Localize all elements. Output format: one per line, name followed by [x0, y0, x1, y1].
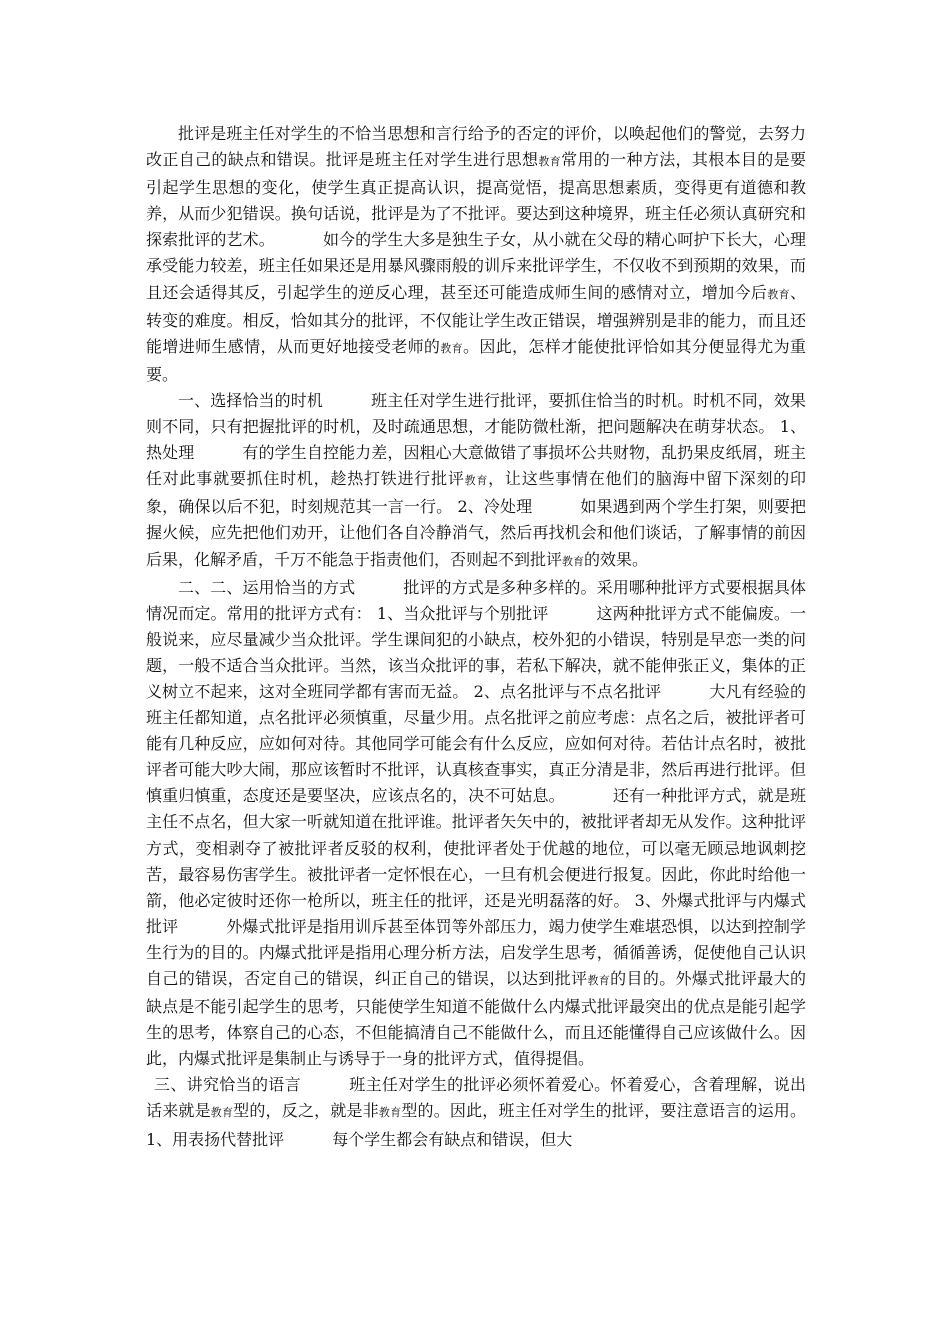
text-run: 班主任对学生进行批评，要抓住恰当的时机。时机不同，效果则不同，只有把握批评的时机，及时疏通思想，才能防微杜渐，把问题解决在萌芽状态。 1、热处理 [146, 390, 806, 463]
small-term: 教育 [210, 1106, 234, 1120]
text-run: 如今的学生大多是独生子女，从小就在父母的精心呵护下长大，心理承受能力较差，班主任如果还是用暴风骤雨般的训斥来批评学生，不仅收不到预期的效果，而且还会适得其反，引起学生的逆反心理，甚至还可能造成师生间的感情对立，增加今后 [146, 230, 806, 302]
text-run: 的目的。外爆式批评最大的缺点是不能引起学生的思考，只能使学生知道不能做什么内爆式批评最突出的优点是能引起学生的思考，体察自己的心态，不但能搞清自己不能做什么，而且还能懂得自己应该做什么。因此，内爆式批评是集制止与诱导于一身的批评方式，值得提倡。 [146, 969, 806, 1069]
text-run: 班主任对学生的批评必须怀着爱心。怀着爱心，含着理解，说出话来就是 [146, 1075, 806, 1121]
text-run: 、转变的难度。相反，恰如其分的批评，不仅能让学生改正错误，增强辨别是非的能力，而且还能增进师生感情，从而更好地接受老师的 [146, 282, 806, 356]
paragraph-section-1 [146, 388, 806, 575]
text-run: 一、选择恰当的时机 [178, 390, 323, 410]
small-term: 教育 [538, 155, 562, 169]
text-run: 批评的方式是多种多样的。采用哪种批评方式要根据具体情况而定。常用的批评方式有： 1、当众批评与个别批评 [146, 577, 806, 623]
paragraph-section-2 [146, 575, 806, 1073]
text-run: 批评是班主任对学生的不恰当思想和言行给予的否定的评价，以唤起他们的警觉，去努力改正自己的缺点和错误。批评是班主任对学生进行思想 [146, 124, 806, 170]
small-term: 教育 [767, 287, 790, 301]
small-term: 教育 [587, 974, 611, 987]
text-run: 二、二、运用恰当的方式 [178, 577, 356, 597]
text-run: 大凡有经验的班主任都知道，点名批评必须慎重，尽量少用。点名批评之前应考虑：点名之后，被批评者可能有几种反应，应如何对待。其他同学可能会有什么反应，应如何对待。若估计点名时，被批评者可能大吵大闹，那应该暂时不批评，认真核查事实，真正分清是非，然后再进行批评。但慎重归慎重，态度还是要坚决，应该点名的，决不可姑息。 [146, 681, 806, 806]
text-run: 这两种批评方式不能偏废。一般说来，应尽量减少当众批评。学生课间犯的小缺点，校外犯的小错误，特别是早恋一类的问题，一般不适合当众批评。当然，该当众批评的事，若私下解决，就不能伸张正义，集体的正义树立不起来，这对全班同学都有害而无益。 2、点名批评与不点名批评 [146, 603, 806, 701]
small-term: 教育 [440, 341, 463, 355]
text-run: 。因此，怎样才能使批评恰如其分便显得尤为重要。 [146, 336, 806, 384]
small-term: 教育 [562, 554, 585, 568]
text-run: 如果遇到两个学生打架，则要把握火候，应先把他们劝开，让他们各自冷静消气，然后再找机会和他们谈话，了解事情的前因后果，化解矛盾，千万不能急于指责他们，否则起不到批评 [146, 497, 806, 569]
text-run: 外爆式批评是指用训斥甚至体罚等外部压力，竭力使学生难堪恐惧，以达到控制学生行为的目的。内爆式批评是指用心理分析方法，启发学生思考，循循善诱，促使他自己认识自己的错误，否定自己的错误，纠正自己的错误，以达到批评 [146, 916, 806, 988]
text-run: 型的。因此，班主任对学生的批评，要注意语言的运用。 1、用表扬代替批评 [146, 1101, 806, 1149]
text-run: 还有一种批评方式，就是班主任不点名，但大家一听就知道在批评谁。批评者矢矢中的，被批评者却无从发作。这种批评方式，变相剥夺了被批评者反驳的权利，使批评者处于优越的地位，可以毫无顾忌地讽刺挖苦，最容易伤害学生。被批评者一定怀恨在心，一旦有机会便进行报复。因此，你此时给他一箭，他必定彼时还你一枪所以，班主任的批评，还是光明磊落的好。 3、外爆式批评与内爆式批评 [146, 786, 806, 936]
paragraph-section-3 [146, 1072, 806, 1152]
text-run: 每个学生都会有缺点和错误，但大 [332, 1129, 573, 1149]
text-run: 型的，反之，就是非 [233, 1101, 379, 1121]
text-run: 三、讲究恰当的语言 [154, 1075, 301, 1095]
small-term: 教育 [378, 1106, 402, 1120]
text-run: 的效果。 [584, 549, 649, 569]
text-run: 有的学生自控能力差，因粗心大意做错了事损坏公共财物，乱扔果皮纸屑，班主任对此事就要抓住时机，趁热打铁进行批评 [146, 443, 806, 489]
small-term: 教育 [464, 474, 489, 488]
text-run: 常用的一种方法，其根本目的是要引起学生思想的变化，使学生真正提高认识，提高觉悟，提高思想素质，变得更有道德和教养，从而少犯错误。换句话说，批评是为了不批评。要达到这种境界，班主任必须认真研究和探索批评的艺术。 [146, 150, 806, 250]
document-body [146, 121, 806, 1153]
text-run: ，让这些事情在他们的脑海中留下深刻的印象，确保以后不犯，时刻规范其一言一行。 2、冷处理 [146, 469, 806, 517]
paragraph-intro [146, 121, 806, 388]
